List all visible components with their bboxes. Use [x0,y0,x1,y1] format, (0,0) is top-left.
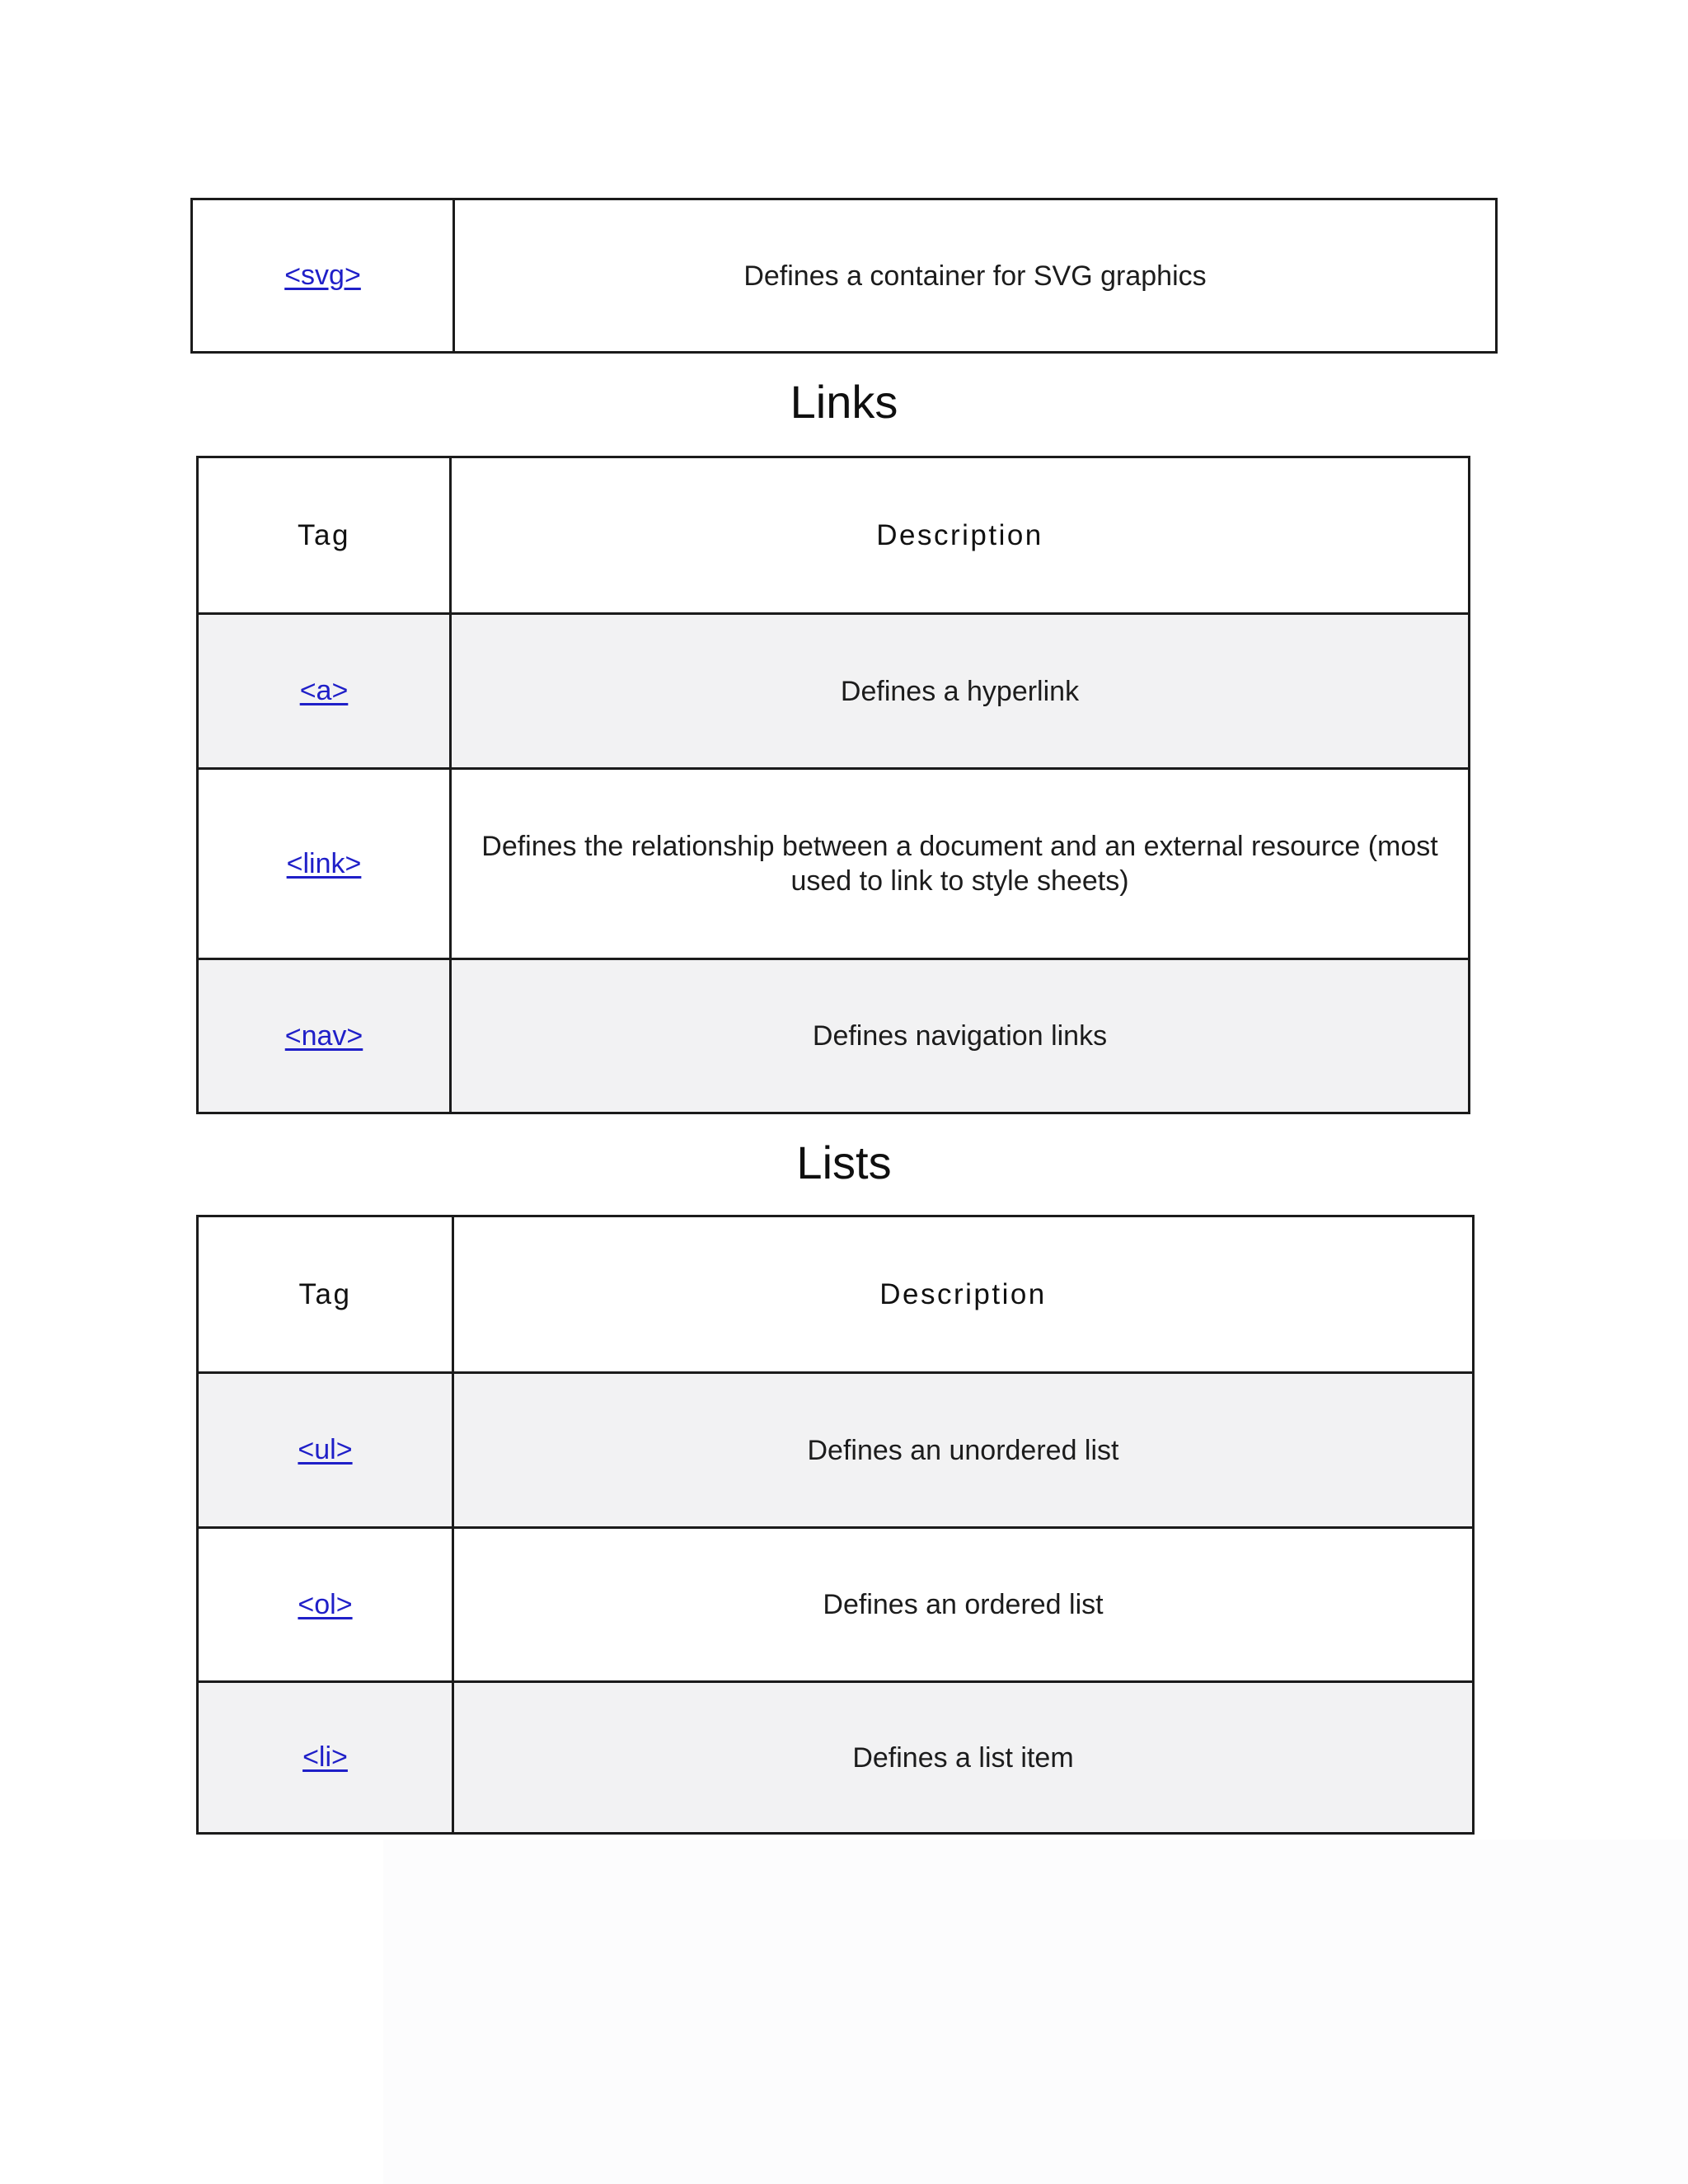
a-tag-link[interactable]: <a> [299,675,349,706]
tag-cell [199,615,452,767]
row-description: Defines an unordered list [807,1434,1119,1466]
nav-tag-link[interactable]: <nav> [284,1019,363,1052]
description-cell [454,1374,1472,1526]
tag-cell [199,960,452,1112]
tag-cell [199,770,452,958]
tag-header: Tag [298,1277,352,1310]
tag-cell [199,1683,454,1832]
description-cell [452,615,1468,767]
table-row [199,1526,1472,1680]
row-description: Defines a list item [852,1741,1074,1774]
lists-table [196,1215,1475,1835]
row-description: Defines an ordered list [823,1589,1104,1620]
row-description: Defines the relationship between a document and an external resource (most used to link to style sheets) [481,831,1438,897]
tag-header-cell [199,1217,454,1371]
tag-cell [199,1374,454,1526]
description-cell [452,770,1468,958]
tag-cell [193,200,455,351]
description-cell [454,1683,1472,1832]
lists-title: Lists [796,1137,892,1188]
page-shade [383,1840,1688,2184]
table-row [199,1371,1472,1526]
description-cell [455,200,1495,351]
row-description: Defines navigation links [812,1020,1108,1052]
svg-tag-link[interactable]: <svg> [284,260,361,291]
ul-tag-link[interactable]: <ul> [298,1434,353,1465]
description-cell [452,960,1468,1112]
ol-tag-link[interactable]: <ol> [298,1588,353,1620]
tag-header: Tag [298,518,350,551]
description-cell [454,1529,1472,1680]
description-header: Description [879,1277,1047,1310]
table-row [199,1680,1472,1832]
table-header-row [199,1217,1472,1371]
description-header-cell [452,458,1468,612]
description-header-cell [454,1217,1472,1371]
table-row [199,612,1468,767]
tag-cell [199,1529,454,1680]
links-title: Links [790,376,898,428]
tag-header-cell [199,458,452,612]
row-description: Defines a hyperlink [840,675,1080,707]
link-tag-link[interactable]: <link> [286,847,362,879]
links-table [196,456,1470,1114]
description-header: Description [876,518,1043,551]
table-row [199,767,1468,958]
table-row [193,200,1495,351]
svg-table [190,198,1498,354]
table-row [199,958,1468,1112]
li-tag-link[interactable]: <li> [302,1741,348,1773]
svg-description: Defines a container for SVG graphics [743,260,1207,292]
table-header-row [199,458,1468,612]
